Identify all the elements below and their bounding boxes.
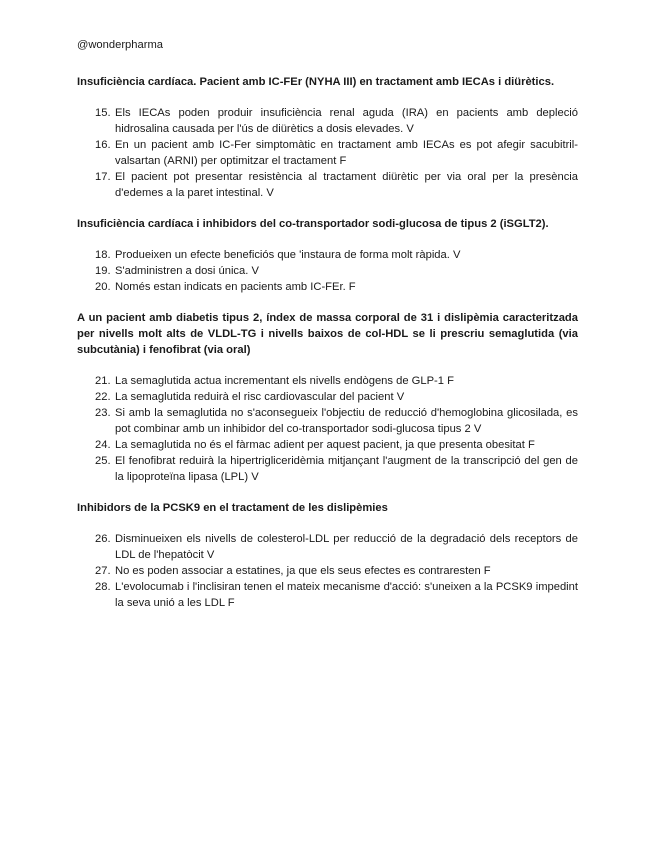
list-item: 20. Només estan indicats en pacients amb IC-FEr. F [95,281,356,293]
document-page [77,38,578,626]
list-item: 27. No es poden associar a estatines, ja que els seus efectes es contraresten F [95,565,491,577]
list-item: 16. En un pacient amb IC-Fer simptomàtic en tractament amb IECAs es pot afegir sacubitril-valsartan (ARNI) per optimitzar el tractament F [95,139,578,167]
question-list [77,531,578,611]
section-title: A un pacient amb diabetis tipus 2, índex de massa corporal de 31 i dislipèmia caracteritzada per nivells molt alts de VLDL-TG i nivells baixos de col-HDL se li prescriu semaglutida (via subcutània) i fenofibrat (via oral) [77,312,578,356]
section-title: Inhibidors de la PCSK9 en el tractament de les dislipèmies [77,502,388,514]
list-item: 22. La semaglutida reduirà el risc cardiovascular del pacient V [95,391,405,403]
list-item: 28. L'evolocumab i l'inclisiran tenen el mateix mecanisme d'acció: s'uneixen a la PCSK9 impedint la seva unió a les LDL F [95,581,578,609]
question-list [77,247,578,295]
section-title: Insuficiència cardíaca. Pacient amb IC-FEr (NYHA III) en tractament amb IECAs i diürètics. [77,76,555,88]
list-item: 15. Els IECAs poden produir insuficiència renal aguda (IRA) en pacients amb depleció hidrosalina causada per l'ús de diürètics a dosis elevades. V [95,107,578,135]
list-item: 19. S'administren a dosi única. V [95,265,259,277]
list-item: 23. Si amb la semaglutida no s'aconsegueix l'objectiu de reducció d'hemoglobina glicosilada, es pot combinar amb un inhibidor del co-transportador sodi-glucosa tipus 2 V [95,407,578,435]
question-list [77,373,578,485]
list-item: 24. La semaglutida no és el fàrmac adient per aquest pacient, ja que presenta obesitat F [95,439,535,451]
list-item: 26. Disminueixen els nivells de colesterol-LDL per reducció de la degradació dels receptors de LDL de l'hepatòcit V [95,533,578,561]
section-heart-failure-ieca [77,74,578,201]
list-item: 17. El pacient pot presentar resistència al tractament diürètic per via oral per la presència d'edemes a la paret intestinal. V [95,171,578,199]
author-handle: @wonderpharma [77,39,163,51]
question-list [77,105,578,201]
list-item: 25. El fenofibrat reduirà la hipertrigliceridèmia mitjançant l'augment de la transcripció del gen de la lipoproteïna lipasa (LPL) V [95,455,578,483]
section-title: Insuficiència cardíaca i inhibidors del co-transportador sodi-glucosa de tipus 2 (iSGLT2). [77,218,549,230]
section-pcsk9 [77,500,578,611]
list-item: 21. La semaglutida actua incrementant els nivells endògens de GLP-1 F [95,375,454,387]
section-diabetes-semaglutide [77,310,578,485]
list-item: 18. Produeixen un efecte beneficiós que 'instaura de forma molt ràpida. V [95,249,461,261]
section-heart-failure-isglt2 [77,216,578,295]
